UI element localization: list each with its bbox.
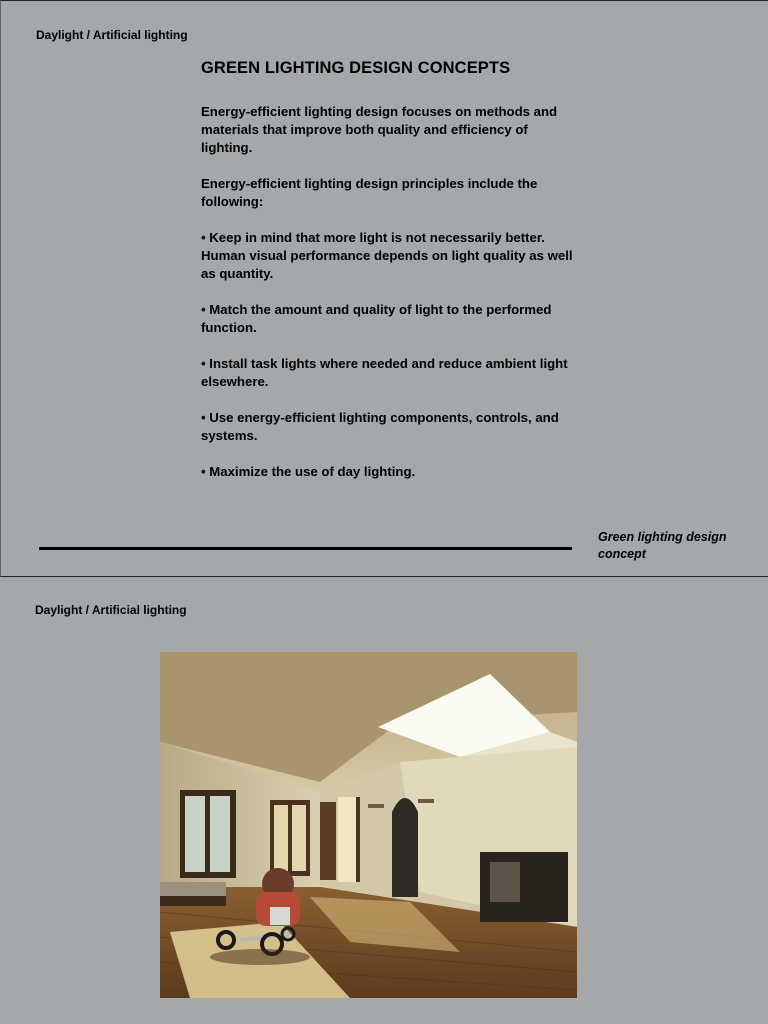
slide-caption: Green lighting design concept — [598, 530, 727, 561]
paragraph-intro: Energy-efficient lighting design focuses on methods and materials that improve both quality and efficiency of lighting. — [201, 104, 558, 155]
bullet-item: • Keep in mind that more light is not necessarily better. Human visual performance depends on light quality as well as quantity. — [201, 230, 573, 281]
bullet-item: • Maximize the use of day lighting. — [201, 464, 416, 479]
photo-illustration — [160, 652, 577, 998]
slide-body — [201, 103, 581, 499]
bullet-item: • Match the amount and quality of light to the performed function. — [201, 302, 552, 335]
bullet-item: • Install task lights where needed and reduce ambient light elsewhere. — [201, 356, 568, 389]
divider-rule — [39, 547, 572, 550]
arched-doorway — [392, 798, 418, 897]
section-label: Daylight / Artificial lighting — [35, 603, 187, 617]
slide-2 — [0, 577, 768, 1024]
room-skylight-photo — [160, 652, 577, 998]
section-label: Daylight / Artificial lighting — [36, 28, 188, 42]
bullet-item: • Use energy-efficient lighting components, controls, and systems. — [201, 410, 559, 443]
paragraph-principles: Energy-efficient lighting design principles include the following: — [201, 176, 538, 209]
slide-title: GREEN LIGHTING DESIGN CONCEPTS — [201, 59, 511, 77]
